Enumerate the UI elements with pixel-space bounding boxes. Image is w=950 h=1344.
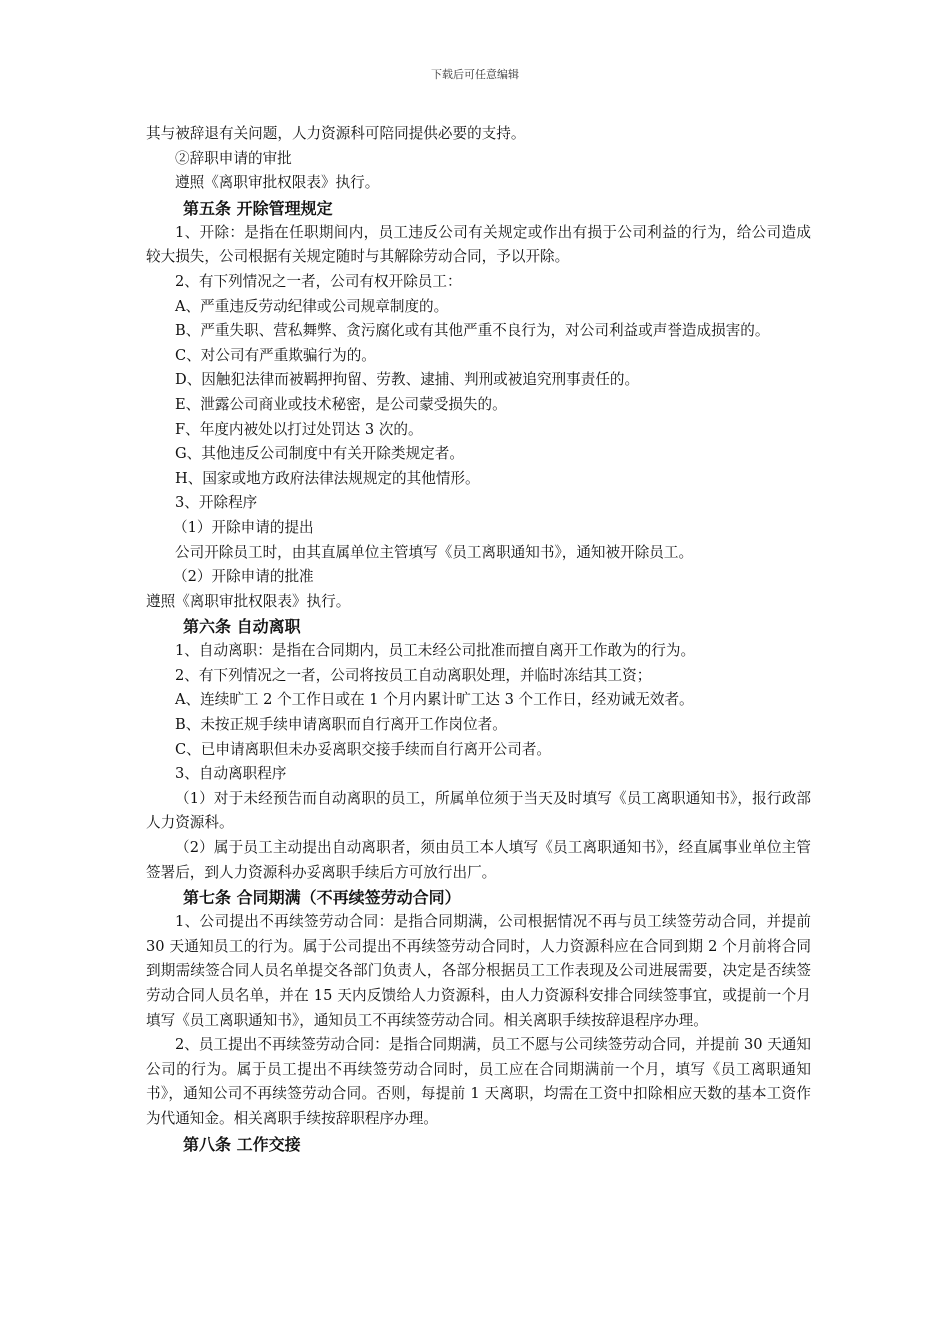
- paragraph: A、严重违反劳动纪律或公司规章制度的。: [175, 297, 449, 315]
- paragraph: 1、公司提出不再续签劳动合同：是指合同期满，公司根据情况不再与员工续签劳动合同，并提前 30 天通知员工的行为。属于公司提出不再续签劳动合同时，人力资源科应在合同到期 2 个月前将合同到期需续签合同人员名单提交各部门负责人，各部分根据员工工作表现及公司进展需要，决定是否续签劳动合同人员名单，并在 15 天内反馈给人力资源科，由人力资源科安排合同续签事宜，或提前一个月填写《员工离职通知书》，通知员工不再续签劳动合同。相关离职手续按辞退程序办理。: [146, 913, 811, 1029]
- paragraph: （2）开除申请的批准: [173, 568, 314, 586]
- page-header: 下载后可任意编辑: [431, 68, 519, 81]
- paragraph: B、未按正规手续申请离职而自行离开工作岗位者。: [175, 716, 507, 734]
- paragraph: 2、有下列情况之一者，公司有权开除员工：: [175, 272, 462, 290]
- paragraph: 公司开除员工时，由其直属单位主管填写《员工离职通知书》，通知被开除员工。: [175, 543, 694, 561]
- paragraph: E、泄露公司商业或技术秘密，是公司蒙受损失的。: [175, 395, 507, 413]
- paragraph: （1）对于未经预告而自动离职的员工，所属单位须于当天及时填写《员工离职通知书》，报行政部人力资源科。: [146, 789, 811, 832]
- section-heading: 第八条 工作交接: [183, 1134, 301, 1154]
- paragraph: ②辞职申请的审批: [175, 149, 292, 167]
- paragraph: F、年度内被处以打过处罚达 3 次的。: [175, 420, 423, 438]
- paragraph: H、国家或地方政府法律法规规定的其他情形。: [175, 469, 480, 487]
- paragraph: 3、自动离职程序: [175, 765, 287, 783]
- paragraph: 遵照《离职审批权限表》执行。: [175, 174, 380, 192]
- paragraph: G、其他违反公司制度中有关开除类规定者。: [175, 445, 464, 463]
- paragraph: （2）属于员工主动提出自动离职者，须由员工本人填写《员工离职通知书》，经直属事业单位主管签署后，到人力资源科办妥离职手续后方可放行出厂。: [146, 839, 811, 881]
- document-body: [146, 122, 811, 1157]
- paragraph: 1、开除：是指在任职期间内，员工违反公司有关规定或作出有损于公司利益的行为，给公司造成较大损失，公司根据有关规定随时与其解除劳动合同，予以开除。: [146, 223, 811, 266]
- paragraph: （1）开除申请的提出: [173, 518, 314, 536]
- paragraph: B、严重失职、营私舞弊、贪污腐化或有其他严重不良行为，对公司利益或声誉造成损害的。: [175, 322, 770, 340]
- paragraph: 2、员工提出不再续签劳动合同：是指合同期满，员工不愿与公司续签劳动合同，并提前 30 天通知公司的行为。属于员工提出不再续签劳动合同时，员工应在合同期满前一个月，填写《员工离职通知书》，通知公司不再续签劳动合同。否则，每提前 1 天离职，均需在工资中扣除相应天数的基本工资作为代通知金。相关离职手续按辞职程序办理。: [146, 1036, 811, 1127]
- paragraph: D、因触犯法律而被羁押拘留、劳教、逮捕、判刑或被追究刑事责任的。: [175, 371, 640, 389]
- section-heading: 第五条 开除管理规定: [183, 198, 333, 218]
- paragraph: 3、开除程序: [175, 494, 258, 512]
- section-heading: 第六条 自动离职: [183, 617, 301, 637]
- paragraph: C、对公司有严重欺骗行为的。: [175, 346, 376, 364]
- paragraph: C、已申请离职但未办妥离职交接手续而自行离开公司者。: [175, 740, 552, 758]
- paragraph: 2、有下列情况之一者，公司将按员工自动离职处理，并临时冻结其工资；: [175, 666, 652, 684]
- paragraph: 遵照《离职审批权限表》执行。: [146, 592, 351, 610]
- paragraph: 其与被辞退有关问题，人力资源科可陪同提供必要的支持。: [146, 125, 526, 142]
- paragraph: 1、自动离职：是指在合同期内，员工未经公司批准而擅自离开工作敢为的行为。: [175, 642, 696, 660]
- section-heading: 第七条 合同期满（不再续签劳动合同）: [183, 888, 461, 908]
- paragraph: A、连续旷工 2 个工作日或在 1 个月内累计旷工达 3 个工作日，经劝诫无效者。: [175, 691, 694, 709]
